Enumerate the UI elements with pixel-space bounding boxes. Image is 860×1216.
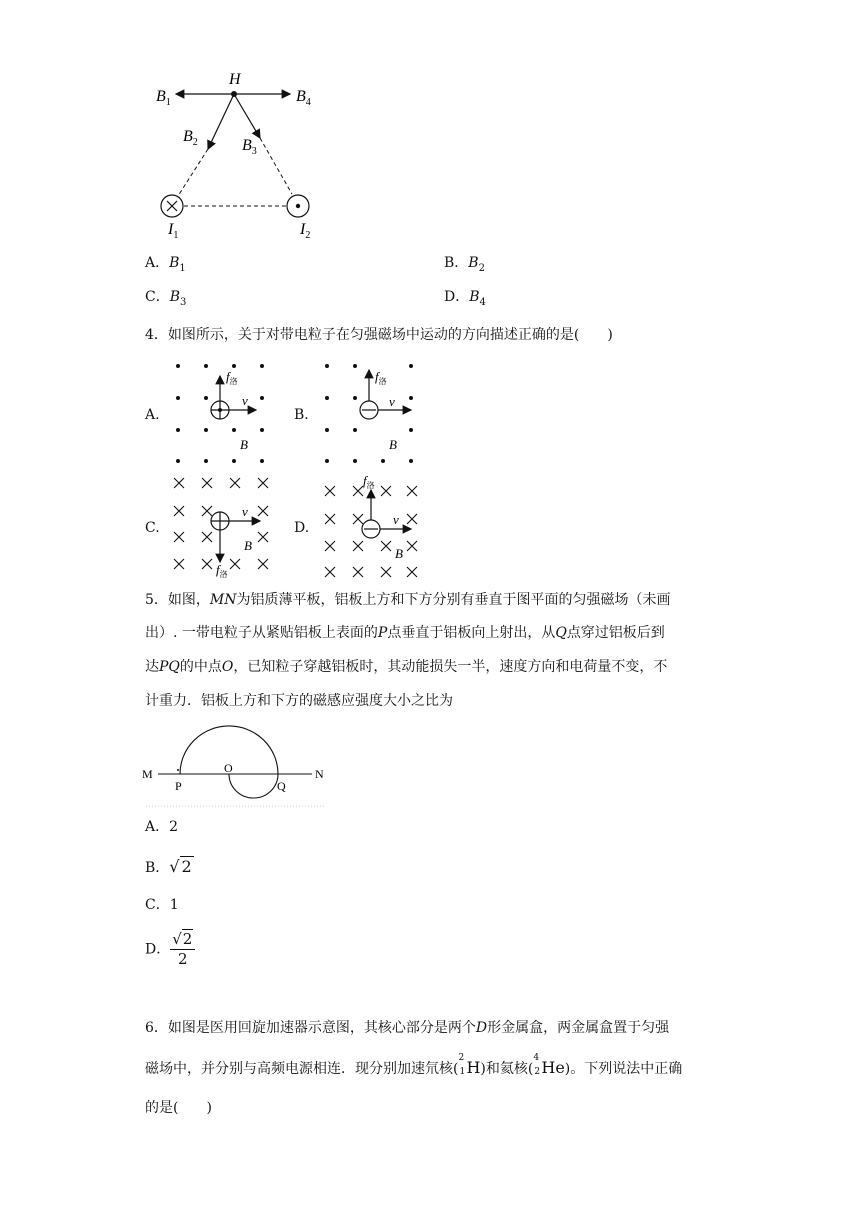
option-var: B (468, 255, 479, 271)
current-into-page-icon (161, 195, 183, 217)
label-h: H (229, 71, 241, 88)
svg-text:v: v (242, 393, 248, 408)
svg-text:f洛: $f_洛$ (216, 562, 228, 579)
point-h (231, 91, 237, 97)
option-var: B (169, 289, 181, 305)
q4-option-d-letter[interactable]: D. (294, 520, 310, 536)
svg-text:B: B (389, 437, 397, 452)
q5-stem-line4: 计重力．铝板上方和下方的磁感应强度大小之比为 (145, 693, 453, 709)
q4-figure-b (315, 358, 435, 468)
svg-text:f洛: $f_洛$ (363, 474, 375, 490)
q3-figure (140, 66, 340, 241)
q3-option-b[interactable] (444, 256, 485, 274)
q4-stem: 4．如图所示，关于对带电粒子在匀强磁场中运动的方向描述正确的是( ) (145, 327, 613, 343)
q5-stem-line1: 5．如图，MN为铝质薄平板，铝板上方和下方分别有垂直于图平面的匀强磁场（未画 (145, 592, 671, 608)
q4-option-c-letter[interactable]: C. (145, 520, 160, 536)
option-letter: A． (145, 255, 170, 271)
svg-text:B: B (395, 546, 403, 561)
fraction-expression: $\frac{√2}{2}$ (170, 932, 195, 967)
svg-text:N: N (315, 767, 324, 781)
q4-option-b-letter[interactable]: B. (294, 407, 309, 423)
arrow-b2 (208, 94, 234, 149)
svg-text:v: v (393, 512, 399, 527)
q3-option-d[interactable] (444, 290, 486, 308)
helium-nucleus-symbol: 4 2 He (533, 1053, 565, 1077)
svg-text:f洛: $f_洛$ (226, 369, 238, 386)
svg-text:B: B (244, 538, 252, 553)
option-sub: 2 (478, 262, 485, 274)
label-b2: $B_2$ (183, 128, 198, 148)
label-b4: $B_4$ (296, 88, 311, 108)
option-letter: C． (145, 289, 170, 305)
option-var: B (469, 289, 480, 305)
q5-stem-line3: 达PQ的中点O，已知粒子穿越铝板时，其动能损失一半，速度方向和电荷量不变，不 (145, 659, 668, 675)
q6-stem-line1: 6．如图是医用回旋加速器示意图，其核心部分是两个D形金属盒，两金属盒置于匀强 (145, 1020, 670, 1036)
label-b1: $B_1$ (156, 88, 171, 108)
svg-text:O: O (224, 761, 233, 775)
svg-text:B: B (240, 437, 248, 452)
q4-option-a-letter[interactable]: A. (145, 407, 160, 423)
positive-charge-icon (211, 401, 229, 419)
svg-text:v: v (242, 504, 248, 519)
option-sub: 4 (479, 296, 486, 308)
svg-text:v: v (389, 394, 395, 409)
dashed-line-right (260, 138, 292, 194)
q4-figure-d (315, 474, 435, 584)
svg-text:Q: Q (277, 779, 286, 793)
q4-figure-c (166, 474, 286, 584)
sqrt-expression: √ 2 (169, 857, 192, 876)
option-letter: D． (444, 289, 470, 305)
option-letter: B． (444, 255, 469, 271)
option-letter: D． (145, 941, 171, 958)
q5-option-a[interactable]: A．2 (145, 819, 179, 835)
positive-charge-icon (211, 512, 229, 530)
q5-option-c[interactable]: C．1 (145, 897, 179, 913)
q6-stem-line3: 的是( ) (145, 1100, 212, 1116)
q5-figure (140, 720, 330, 808)
negative-charge-icon (360, 401, 378, 419)
q3-option-c[interactable] (145, 290, 186, 308)
q5-stem-line2: 出）. 一带电粒子从紧贴铝板上表面的P点垂直于铝板向上射出，从Q点穿过铝板后到 (145, 625, 665, 641)
deuteron-symbol: 2 1 H (458, 1053, 481, 1077)
q6-stem-line2: 磁场中，并分别与高频电源相连．现分别加速氘核( 2 1 H)和氦核( 4 2 He)。下列说法中正确 (145, 1053, 683, 1077)
current-out-of-page-icon (287, 195, 309, 217)
label-i2: $I_2$ (300, 221, 311, 241)
svg-text:M: M (142, 767, 153, 781)
dashed-line-left (178, 149, 208, 196)
negative-charge-icon (362, 520, 380, 538)
q5-option-b[interactable] (145, 856, 194, 879)
svg-text:P: P (175, 779, 182, 793)
q5-option-d[interactable] (145, 932, 195, 967)
trajectory-lower (229, 774, 278, 798)
option-sub: 1 (179, 262, 186, 274)
q3-option-a[interactable] (145, 256, 186, 274)
arrow-b3 (234, 94, 260, 138)
option-letter: B． (145, 860, 170, 876)
label-i1: $I_1$ (168, 221, 179, 241)
label-b3: $B_3$ (242, 137, 257, 157)
svg-text:f洛: $f_洛$ (375, 369, 387, 386)
option-sub: 3 (180, 296, 187, 308)
option-var: B (169, 255, 180, 271)
q4-figure-a (166, 358, 286, 468)
